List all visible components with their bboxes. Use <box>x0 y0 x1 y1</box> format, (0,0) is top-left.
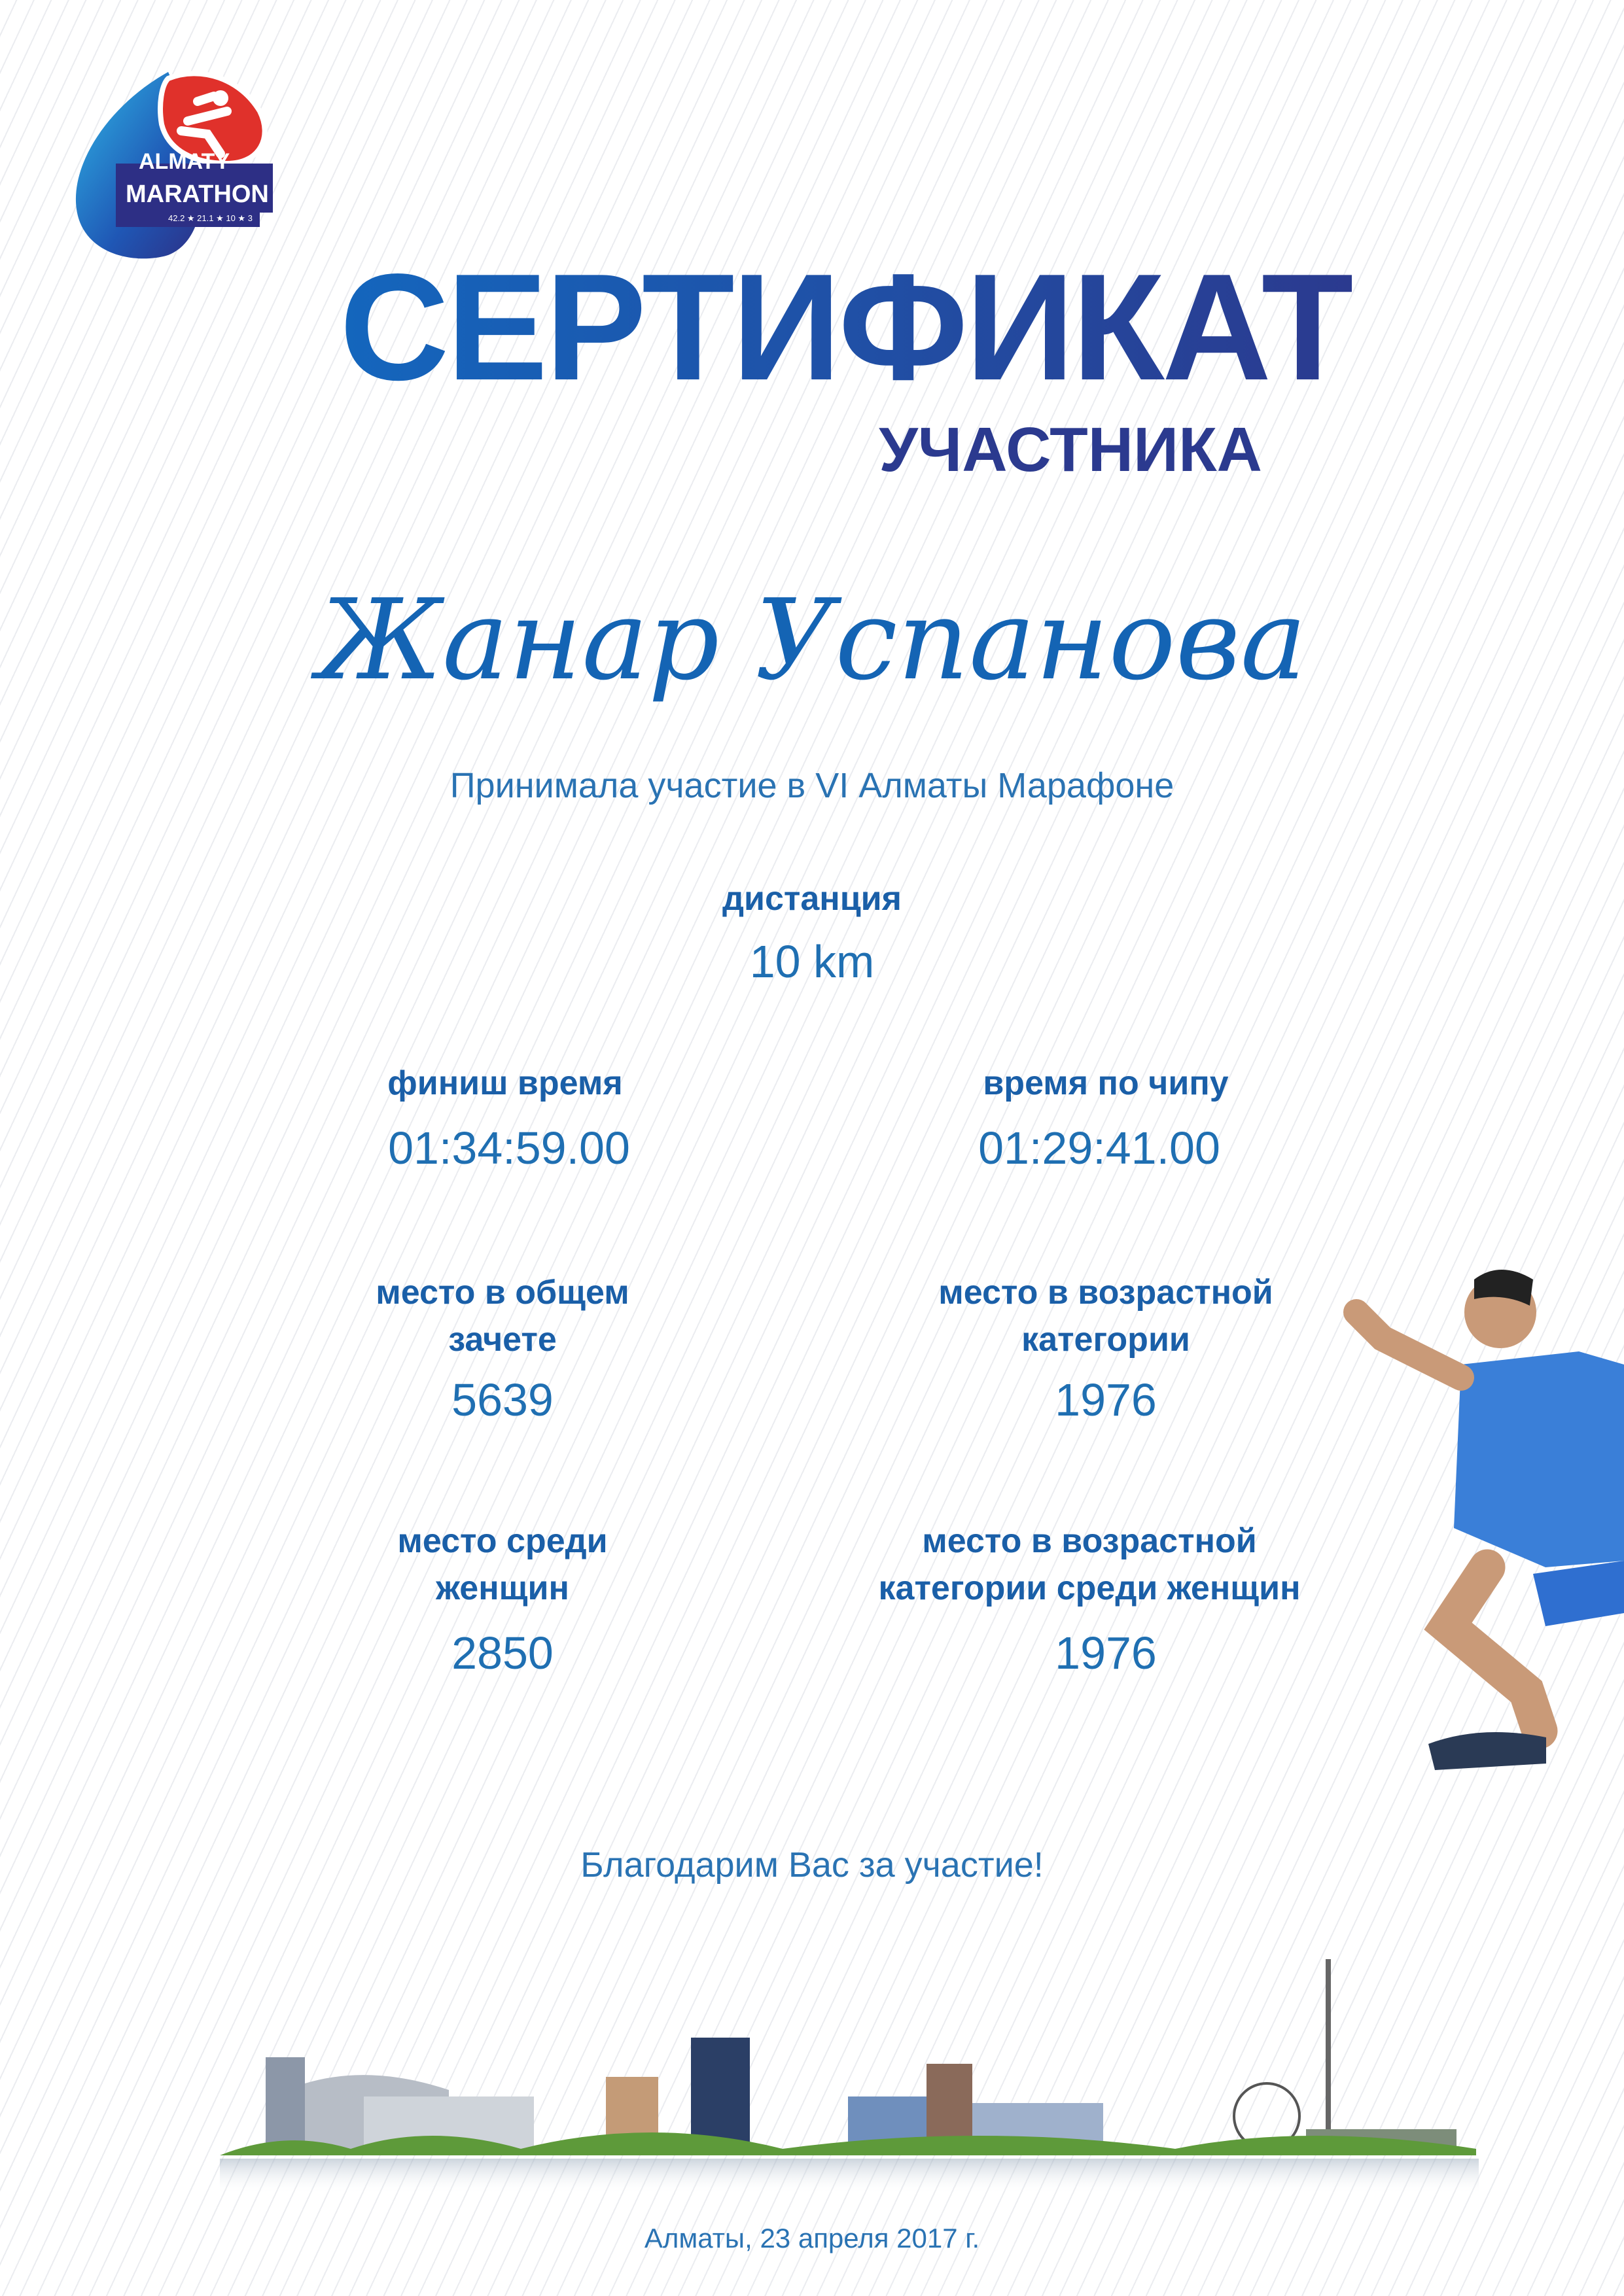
runner-image <box>1311 1266 1624 1790</box>
city-skyline-image <box>220 1933 1479 2195</box>
age-women-place-label-line2: категории среди женщин <box>878 1569 1301 1607</box>
age-place-label-line1: место в возрастной <box>938 1274 1273 1312</box>
age-place-value: 1976 <box>1055 1374 1157 1425</box>
age-place-label-line2: категории <box>1021 1321 1190 1359</box>
footer-date: Алматы, 23 апреля 2017 г. <box>644 2223 980 2253</box>
almaty-marathon-logo <box>70 65 279 265</box>
distance-value: 10 km <box>749 936 875 987</box>
logo-text-marathon: MARATHON <box>126 181 269 208</box>
participation-text: Принимала участие в VI Алматы Марафоне <box>450 766 1174 805</box>
age-women-place-value: 1976 <box>1055 1627 1157 1679</box>
logo-distances: 42.2 ★ 21.1 ★ 10 ★ 3 <box>168 213 253 223</box>
women-place-label-line1: место среди <box>397 1522 608 1560</box>
finish-time-label: финиш время <box>387 1064 623 1102</box>
finish-time-value: 01:34:59.00 <box>388 1122 630 1174</box>
women-place-label <box>397 1518 607 1612</box>
chip-time-label: время по чипу <box>983 1064 1229 1102</box>
overall-place-label <box>376 1269 629 1363</box>
thanks-text: Благодарим Вас за участие! <box>580 1845 1044 1885</box>
overall-place-label-line2: зачете <box>448 1321 557 1359</box>
overall-place-label-line1: место в общем <box>376 1274 629 1312</box>
certificate-title: СЕРТИФИКАТ <box>340 243 1352 412</box>
age-place-label <box>938 1269 1273 1363</box>
age-women-place-label <box>879 1518 1301 1612</box>
distance-label: дистанция <box>722 880 902 918</box>
logo-text-almaty: ALMATY <box>139 149 230 174</box>
women-place-value: 2850 <box>451 1627 554 1679</box>
certificate-subtitle: УЧАСТНИКА <box>879 415 1262 485</box>
participant-name: Жанар Успанова <box>317 576 1307 705</box>
overall-place-value: 5639 <box>451 1374 554 1425</box>
age-women-place-label-line1: место в возрастной <box>922 1522 1257 1560</box>
women-place-label-line2: женщин <box>436 1569 569 1607</box>
chip-time-value: 01:29:41.00 <box>978 1122 1220 1174</box>
